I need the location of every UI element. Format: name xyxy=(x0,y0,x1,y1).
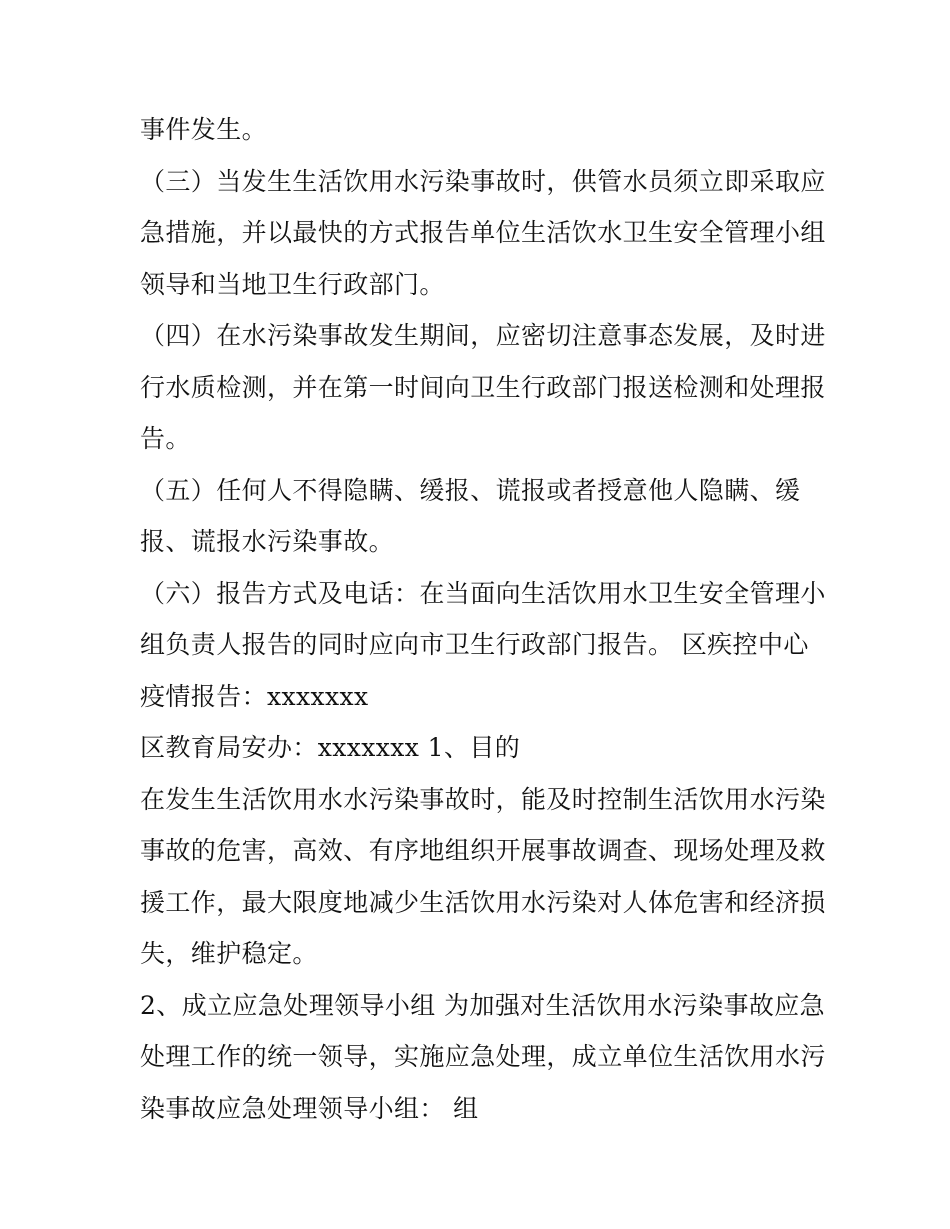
text-line: 事件发生。 xyxy=(140,115,268,144)
text-line: 告。 xyxy=(140,424,191,453)
text-line: 失，维护稳定。 xyxy=(140,939,318,968)
text-line: （四）在水污染事故发生期间，应密切注意事态发展，及时进 xyxy=(140,321,826,350)
text-line: 在发生生活饮用水水污染事故时，能及时控制生活饮用水污染 xyxy=(140,784,826,814)
text-line: （六）报告方式及电话：在当面向生活饮用水卫生安全管理小 xyxy=(140,578,826,608)
text-line: 行水质检测，并在第一时间向卫生行政部门报送检测和处理报 xyxy=(140,372,826,402)
text-line: （五）任何人不得隐瞒、缓报、谎报或者授意他人隐瞒、缓 xyxy=(140,475,801,505)
text-line: 2、成立应急处理领导小组 为加强对生活饮用水污染事故应急 xyxy=(140,990,826,1020)
text-line: 组负责人报告的同时应向市卫生行政部门报告。 区疾控中心 xyxy=(140,630,809,659)
text-line: 事故的危害，高效、有序地组织开展事故调查、现场处理及救 xyxy=(140,836,826,865)
text-line: 急措施，并以最快的方式报告单位生活饮水卫生安全管理小组 xyxy=(140,218,826,247)
text-line: 区教育局安办：xxxxxxx 1、目的 xyxy=(140,733,521,762)
document-body xyxy=(140,104,826,1134)
text-line: 处理工作的统一领导，实施应急处理，成立单位生活饮用水污 xyxy=(140,1042,826,1071)
text-line: 领导和当地卫生行政部门。 xyxy=(140,269,445,299)
text-line: （三）当发生生活饮用水污染事故时，供管水员须立即采取应 xyxy=(140,166,826,196)
text-line: 染事故应急处理领导小组： 组 xyxy=(140,1093,479,1123)
text-line: 疫情报告：xxxxxxx xyxy=(140,681,369,711)
text-line: 报、谎报水污染事故。 xyxy=(140,527,395,556)
text-line: 援工作，最大限度地减少生活饮用水污染对人体危害和经济损 xyxy=(140,887,826,917)
